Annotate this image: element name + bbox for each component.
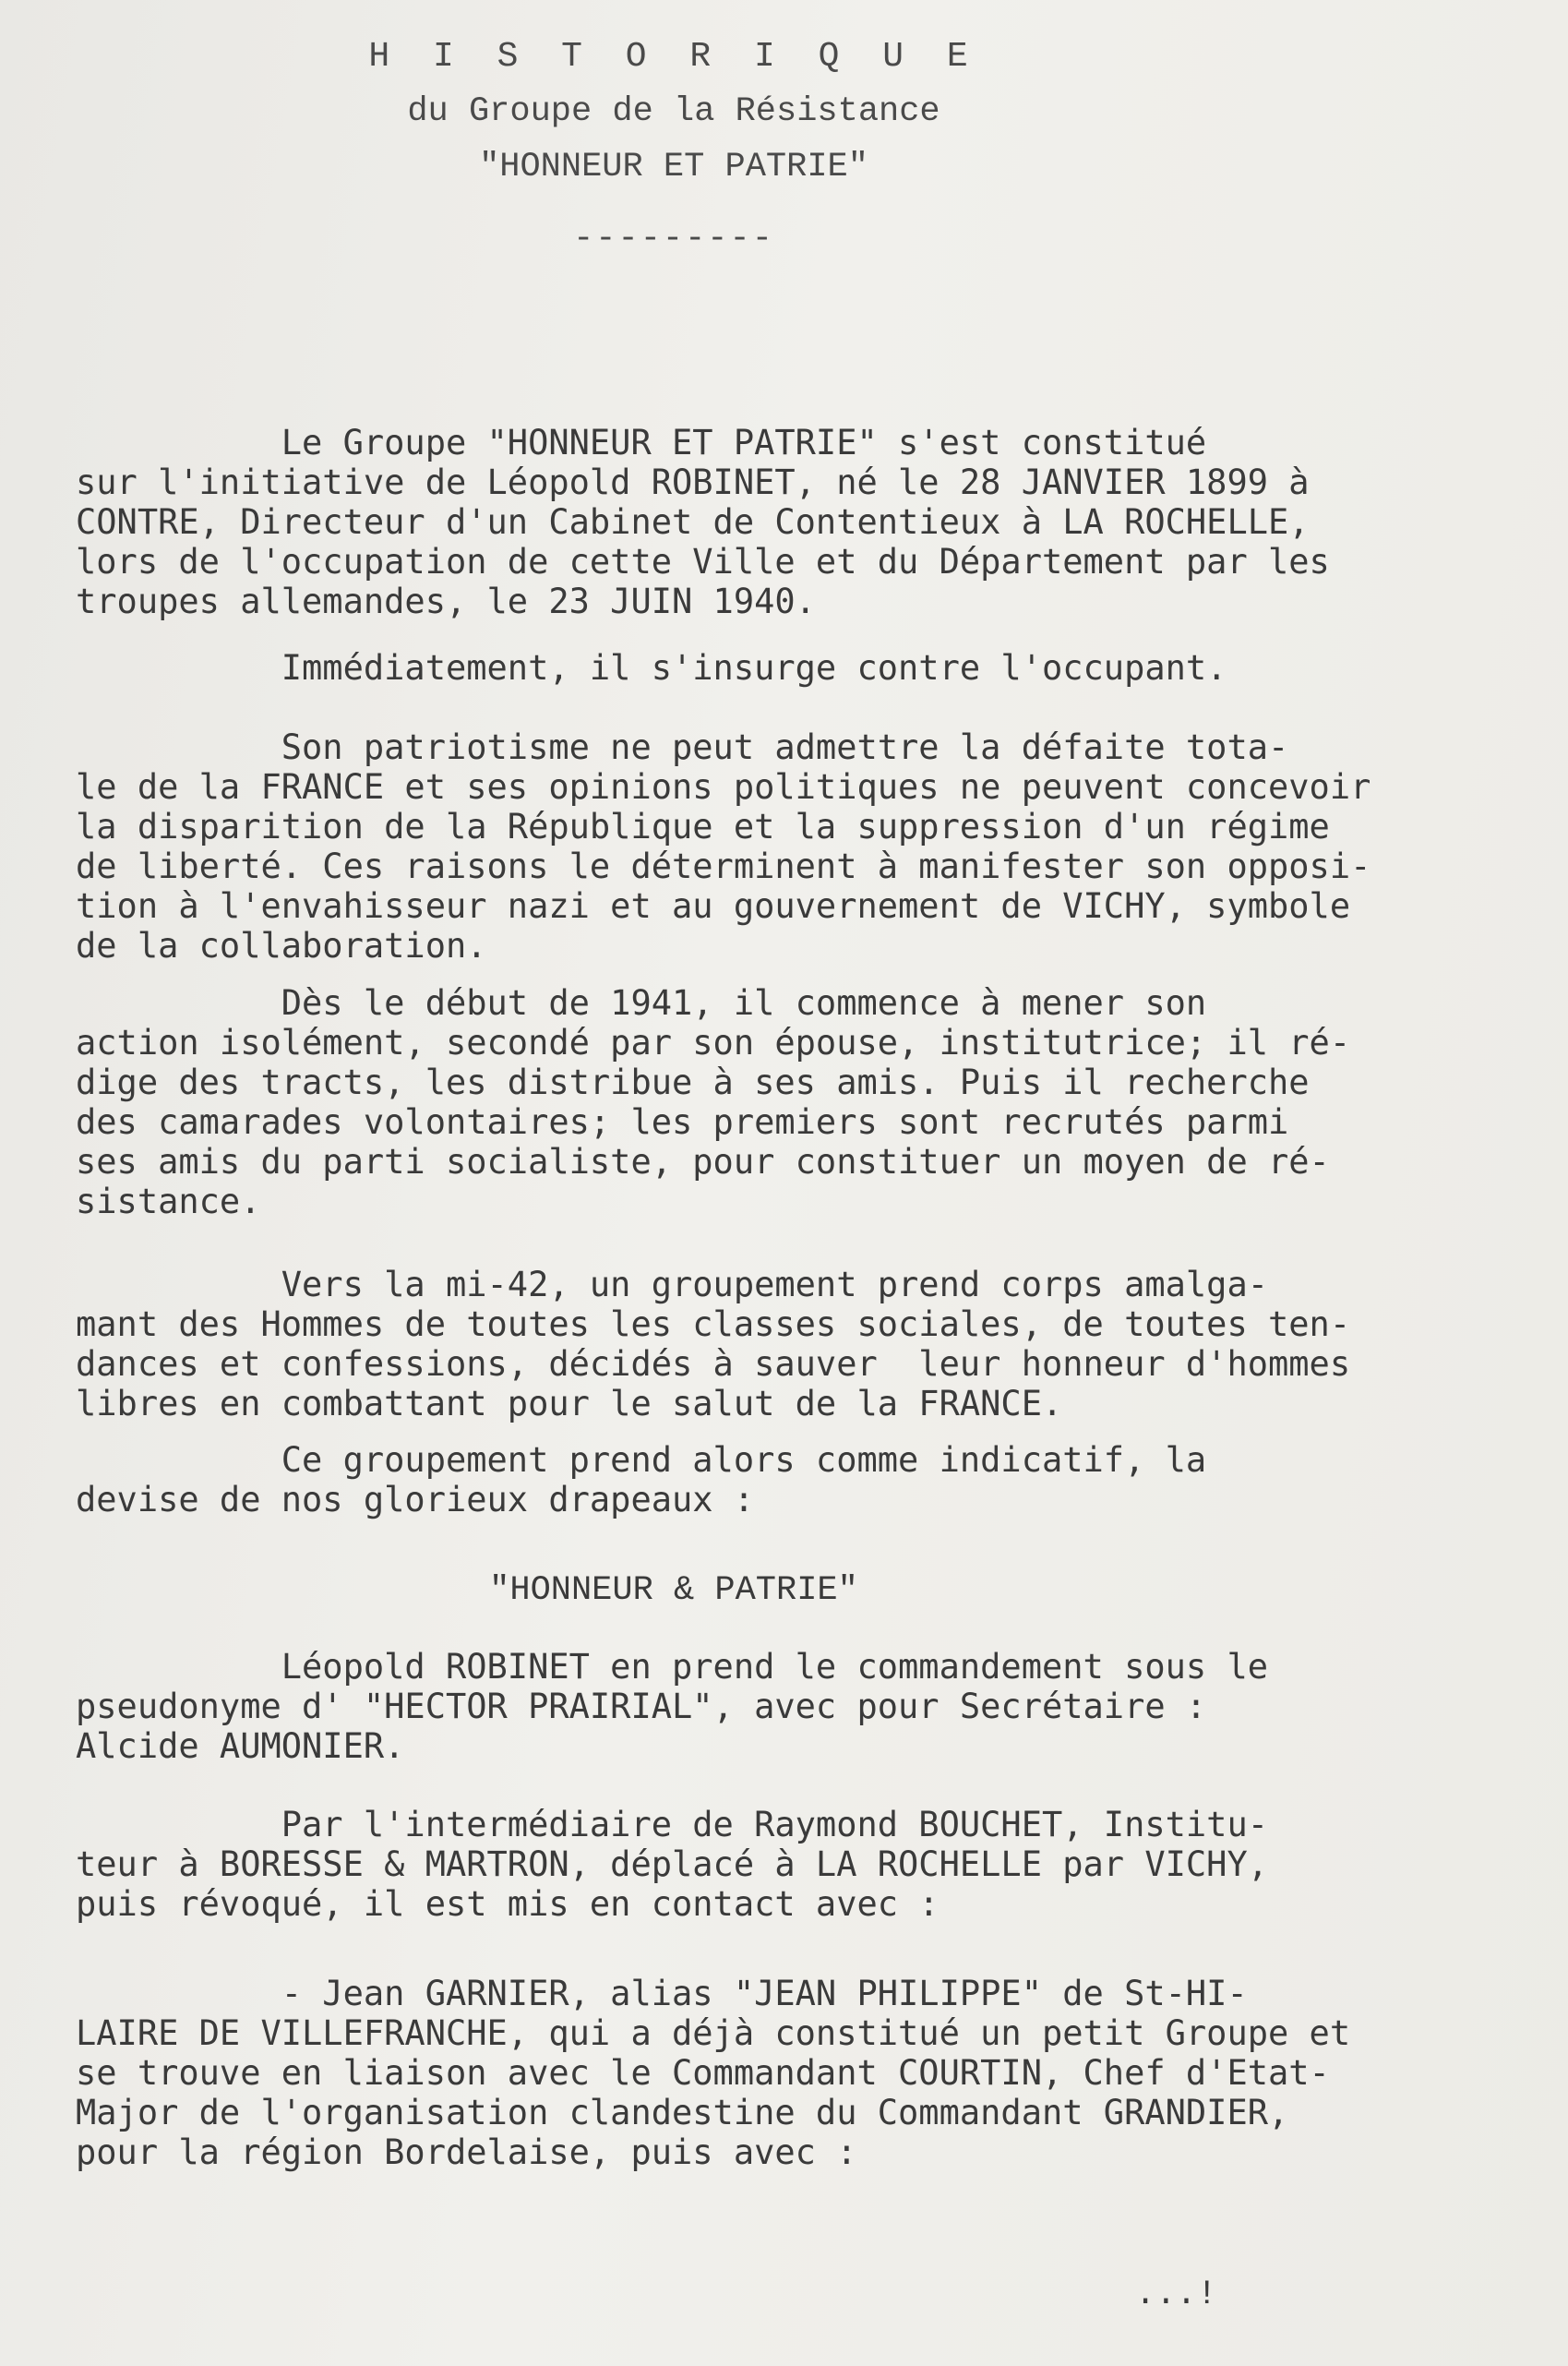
paragraph-1941-action: Dès le début de 1941, il commence à mener son action isolément, secondé par son épouse, institutrice; il ré- dige des tracts, les distribue à ses amis. Puis il recherche des camarades volontaires; les premiers sont recrutés parmi ses amis du parti socialiste, pour constituer un moyen de ré- sistance. [76,983,1351,1221]
paragraph-motto-intro: Ce groupement prend alors comme indicatif, la devise de nos glorieux drapeaux : [76,1440,1207,1519]
continuation-mark: ...! [1135,2276,1217,2314]
document-title: H I S T O R I Q U E [368,37,979,77]
paragraph-founding: Le Groupe "HONNEUR ET PATRIE" s'est constitué sur l'initiative de Léopold ROBINET, né le 28 JANVIER 1899 à CONTRE, Directeur d'un Cabinet de Contentieux à LA ROCHELLE, lors de l'occupation de cette Ville et du Département par les troupes allemandes, le 23 JUIN 1940. [76,423,1330,621]
document-subtitle: du Groupe de la Résistance [407,92,940,131]
paragraph-garnier: - Jean GARNIER, alias "JEAN PHILIPPE" de St-HI- LAIRE DE VILLEFRANCHE, qui a déjà constitué un petit Groupe et se trouve en liaison avec le Commandant COURTIN, Chef d'Etat- Major de l'organisation clandestine du Commandant GRANDIER, pour la région Bordelaise, puis avec : [76,1974,1351,2172]
paragraph-insurgence: Immédiatement, il s'insurge contre l'occupant. [76,648,1227,688]
paragraph-mid-42: Vers la mi-42, un groupement prend corps amalga- mant des Hommes de toutes les classes sociales, de toutes ten- dances et confessions, décidés à sauver leur honneur d'hommes libres en combattant pour le salut de la FRANCE. [76,1265,1351,1423]
title-separator: --------- [573,220,774,258]
paragraph-command: Léopold ROBINET en prend le commandement sous le pseudonyme d' "HECTOR PRAIRIAL", avec pour Secrétaire : Alcide AUMONIER. [76,1647,1269,1766]
paragraph-patriotism: Son patriotisme ne peut admettre la défaite tota- le de la FRANCE et ses opinions politiques ne peuvent concevoir la disparition de la République et la suppression d'un régime de liberté. Ces raisons le déterminent à manifester son opposi- tion à l'envahisseur nazi et au gouvernement de VICHY, symbole de la collaboration. [76,727,1371,966]
paragraph-bouchet: Par l'intermédiaire de Raymond BOUCHET, Institu- teur à BORESSE & MARTRON, déplacé à LA ROCHELLE par VICHY, puis révoqué, il est mis en contact avec : [76,1805,1269,1924]
group-name: "HONNEUR ET PATRIE" [479,148,868,186]
motto: "HONNEUR & PATRIE" [489,1571,858,1610]
